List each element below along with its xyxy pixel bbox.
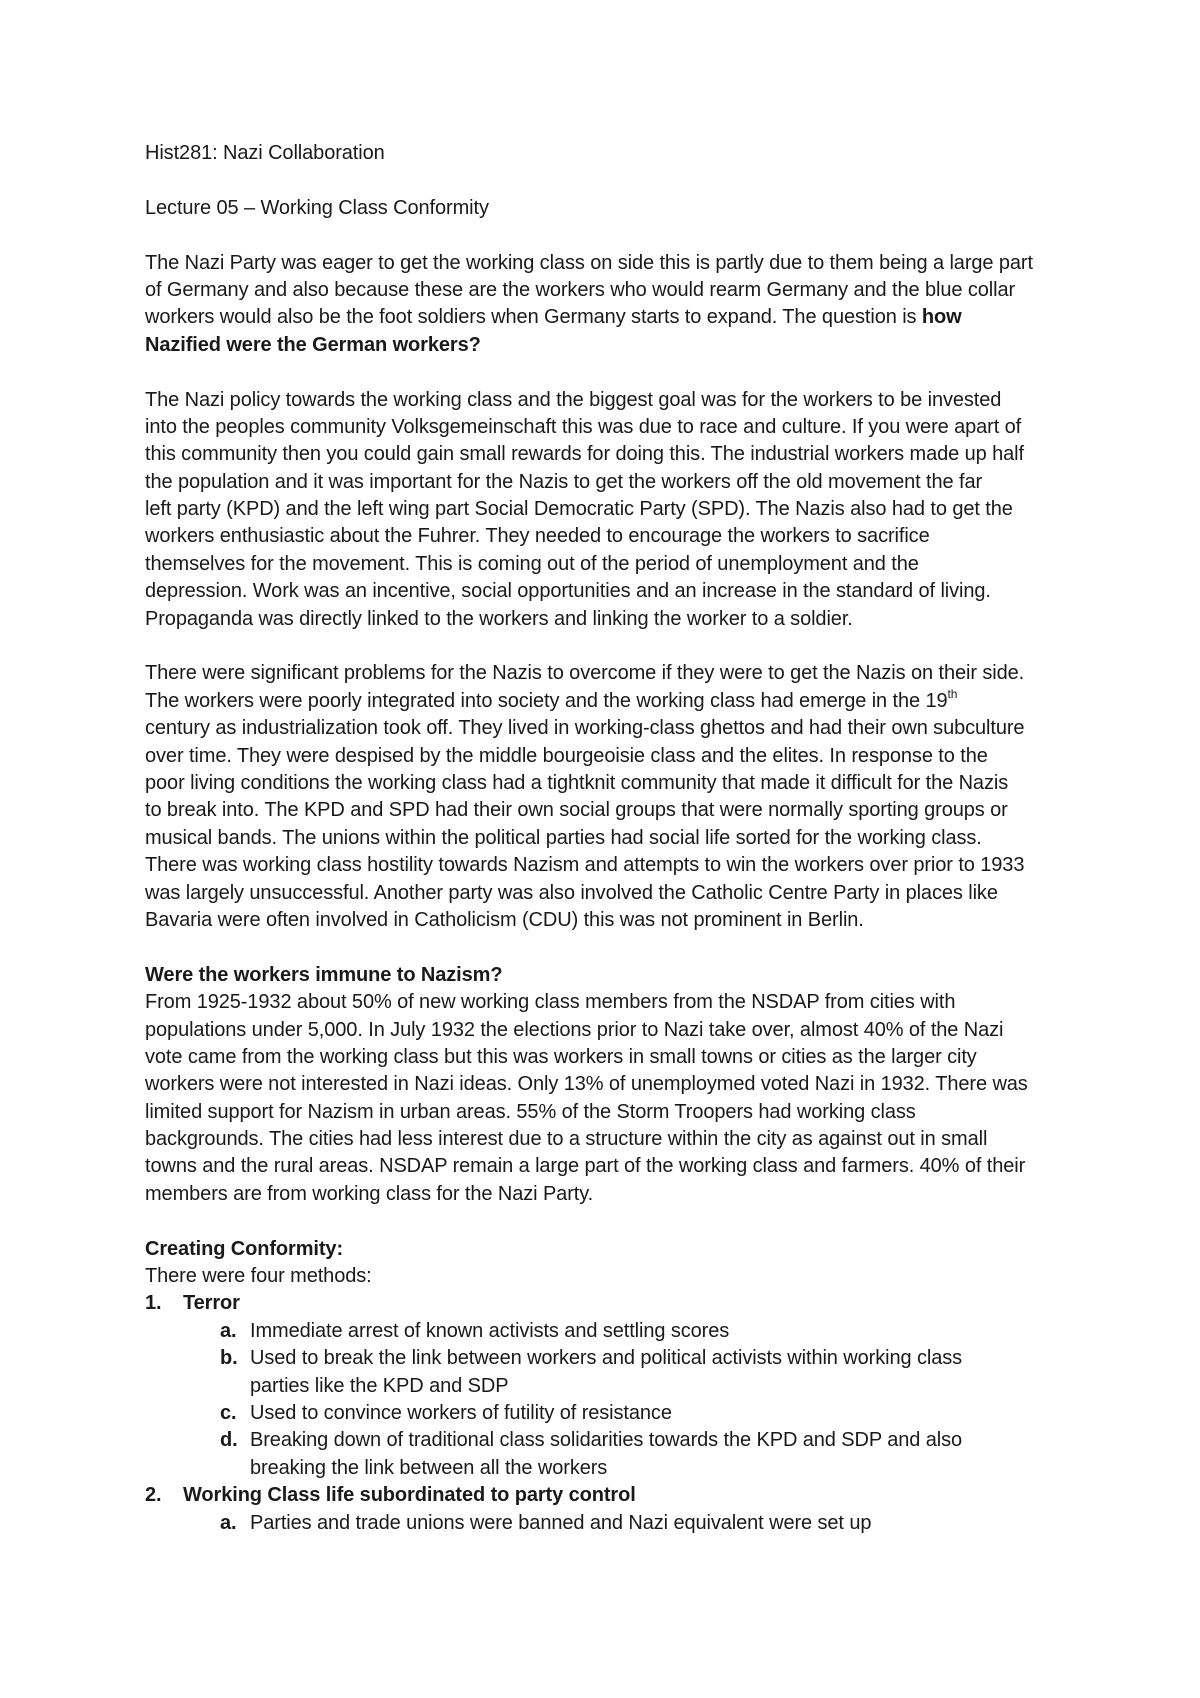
list-subitem: b. Used to break the link between workers and political activists within working class xyxy=(220,1347,963,1370)
methods-intro: There were four methods: xyxy=(145,1265,372,1288)
list-subitem-continuation: parties like the KPD and SDP xyxy=(250,1374,509,1397)
section-heading-immune: Were the workers immune to Nazism? xyxy=(145,963,503,986)
list-subitem: c. Used to convince workers of futility of resistance xyxy=(220,1401,672,1424)
list-subitem-continuation: breaking the link between all the workers xyxy=(250,1456,608,1479)
list-subitem: d. Breaking down of traditional class solidarities towards the KPD and SDP and also xyxy=(220,1429,963,1452)
methods-list xyxy=(145,1290,1075,1537)
paragraph-intro: The Nazi Party was eager to get the working class on side this is partly due to them being a large part of Germany and also because these are the workers who would rearm Germany and the blue collar workers would also be the foot soldiers when Germany starts to expand. The question is how Nazified were the German workers? xyxy=(145,251,1033,356)
paragraph-problems: There were significant problems for the Nazis to overcome if they were to get the Nazis on their side. The workers were poorly integrated into society and the working class had emerge in the 19th century as industrialization took off. They lived in working-class ghettos and had their own subculture over time. They were despised by the middle bourgeoisie class and the elites. In response to the poor living conditions the working class had a tightknit community that made it difficult for the Nazis to break into. The KPD and SPD had their own social groups that were normally sporting groups or musical bands. The unions within the political parties had social life sorted for the working class. There was working class hostility towards Nazism and attempts to win the workers over prior to 1933 was largely unsuccessful. Another party was also involved the Catholic Centre Party in places like Bavaria were often involved in Catholicism (CDU) this was not prominent in Berlin. xyxy=(145,662,1025,931)
list-item-party-control: 2. Working Class life subordinated to party control xyxy=(145,1484,636,1507)
document-page xyxy=(145,140,1075,1537)
paragraph-immune: From 1925-1932 about 50% of new working class members from the NSDAP from cities with populations under 5,000. In July 1932 the elections prior to Nazi take over, almost 40% of the Nazi vote came from the working class but this was workers in small towns or cities as the larger city workers were not interested in Nazi ideas. Only 13% of unemploymed voted Nazi in 1932. There was limited support for Nazism in urban areas. 55% of the Storm Troopers had working class backgrounds. The cities had less interest due to a structure within the city as against out in small towns and the rural areas. NSDAP remain a large part of the working class and farmers. 40% of their members are from working class for the Nazi Party. xyxy=(145,991,1028,1205)
list-item-terror: 1. Terror xyxy=(145,1292,240,1315)
paragraph-policy: The Nazi policy towards the working class and the biggest goal was for the workers to be invested into the peoples community Volksgemeinschaft this was due to race and culture. If you were apart of this community then you could gain small rewards for doing this. The industrial workers made up half the population and it was important for the Nazis to get the workers off the old movement the far left party (KPD) and the left wing part Social Democratic Party (SPD). The Nazis also had to get the workers enthusiastic about the Fuhrer. They needed to encourage the workers to sacrifice themselves for the movement. This is coming out of the period of unemployment and the depression. Work was an incentive, social opportunities and an increase in the standard of living. Propaganda was directly linked to the workers and linking the worker to a soldier. xyxy=(145,388,1024,630)
section-heading-conformity: Creating Conformity: xyxy=(145,1237,344,1260)
list-subitem: a. Immediate arrest of known activists and settling scores xyxy=(220,1319,730,1342)
list-subitem: a. Parties and trade unions were banned and Nazi equivalent were set up xyxy=(220,1511,872,1534)
lecture-heading: Lecture 05 – Working Class Conformity xyxy=(145,196,489,219)
document-title: Hist281: Nazi Collaboration xyxy=(145,142,385,164)
